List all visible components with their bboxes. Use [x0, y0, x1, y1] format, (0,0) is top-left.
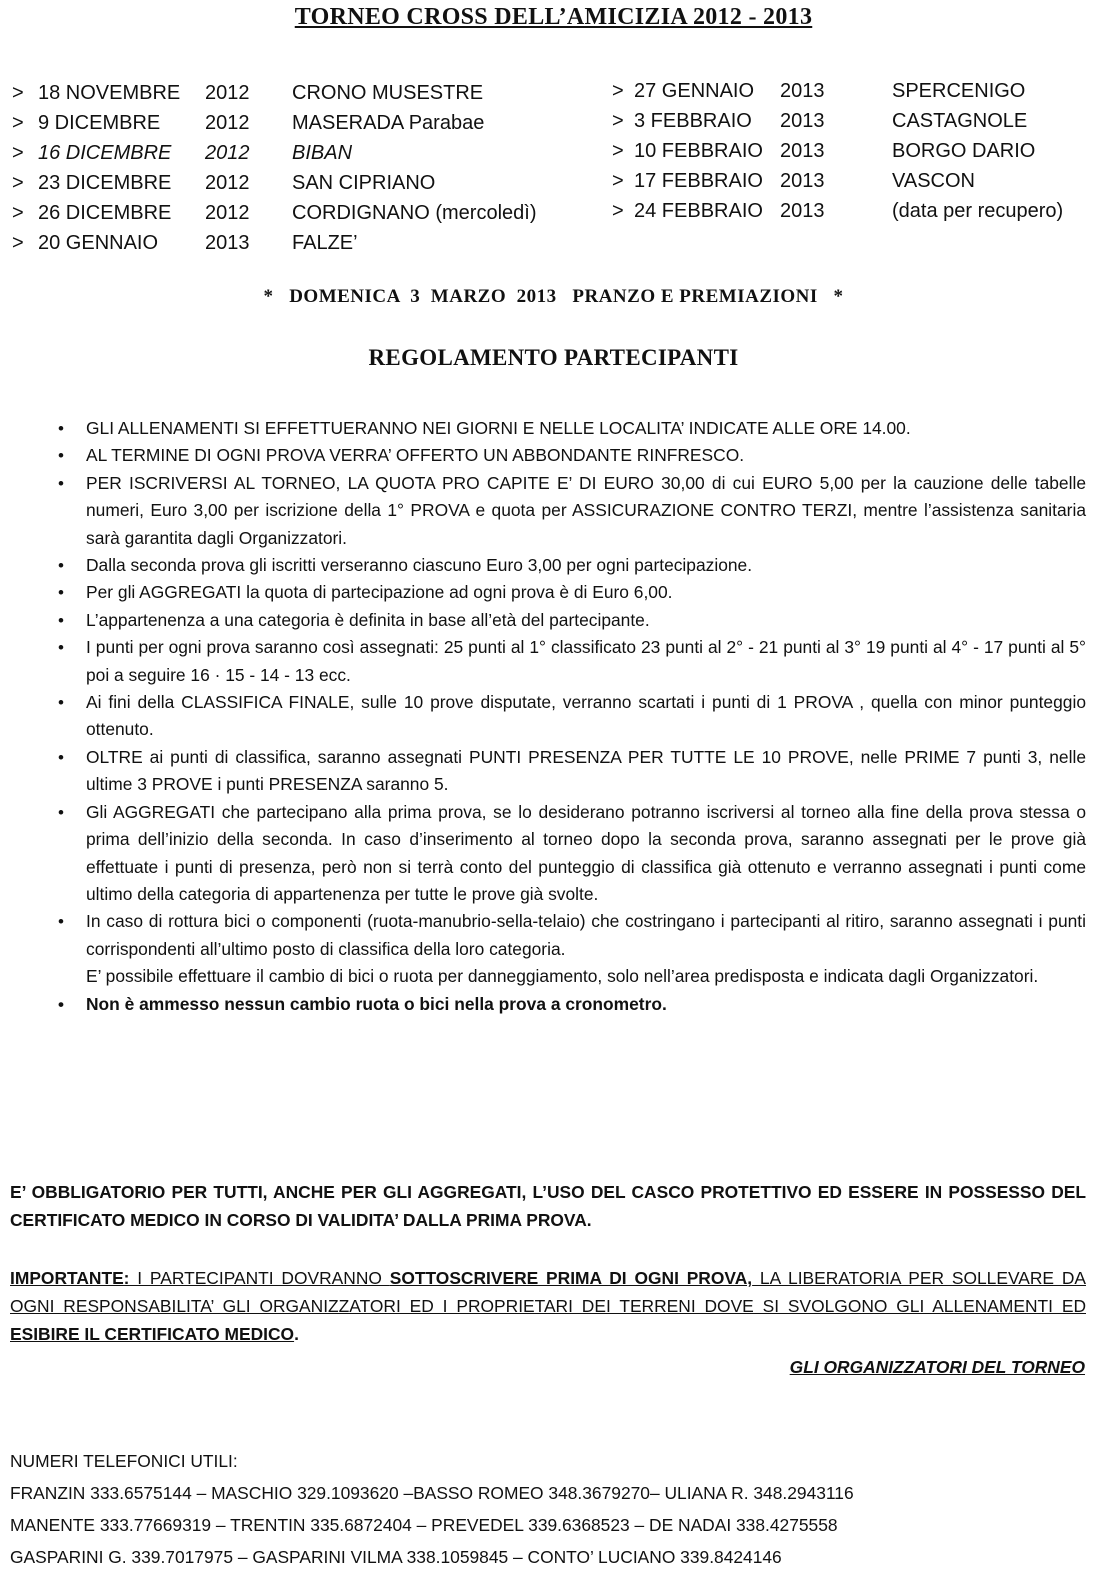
schedule-row — [12, 198, 572, 228]
rule-extra-text: E’ possibile effettuare il cambio di bici o ruota per danneggiamento, solo nell’area predisposta e indicata dagli Organizzatori. — [86, 966, 1039, 987]
schedule-marker: > — [612, 140, 624, 162]
phones-line: MANENTE 333.77669319 – TRENTIN 335.6872404 – PREVEDEL 339.6368523 – DE NADAI 338.4275558 — [10, 1515, 838, 1535]
schedule-date: 26 DICEMBRE — [38, 202, 172, 224]
schedule-place: CORDIGNANO (mercoledì) — [292, 202, 537, 224]
schedule-place: BIBAN — [292, 142, 353, 164]
schedule-row — [612, 166, 1092, 196]
rule-text: Dalla seconda prova gli iscritti verseranno ciascuno Euro 3,00 per ogni partecipazione. — [86, 555, 753, 576]
important-notice — [10, 1264, 1086, 1348]
rule-item — [58, 634, 1086, 689]
rule-item — [58, 799, 1086, 909]
schedule-marker: > — [12, 112, 24, 134]
schedule-year: 2013 — [780, 80, 825, 102]
schedule-date: 16 DICEMBRE — [38, 142, 172, 164]
schedule-year: 2012 — [205, 82, 250, 104]
schedule-year: 2013 — [780, 170, 825, 192]
schedule-year: 2012 — [205, 142, 250, 164]
rule-item — [58, 689, 1086, 744]
important-text-2: SOTTOSCRIVERE PRIMA DI OGNI PROVA, — [389, 1268, 753, 1288]
rule-text: GLI ALLENAMENTI SI EFFETTUERANNO NEI GIORNI E NELLE LOCALITA’ INDICATE ALLE ORE 14.00. — [86, 418, 911, 438]
document-title: TORNEO CROSS DELL’AMICIZIA 2012 - 2013 — [294, 4, 813, 30]
schedule-place: SAN CIPRIANO — [292, 172, 436, 194]
schedule-date: 27 GENNAIO — [634, 80, 755, 102]
important-text-5: . — [294, 1324, 299, 1344]
awards-banner: * DOMENICA 3 MARZO 2013 PRANZO E PREMIAZIONI * — [263, 286, 844, 307]
schedule-date: 9 DICEMBRE — [38, 112, 161, 134]
schedule-date: 10 FEBBRAIO — [634, 140, 763, 162]
rule-item — [58, 552, 1086, 579]
schedule-date: 18 NOVEMBRE — [38, 82, 181, 104]
important-text-1: I PARTECIPANTI DOVRANNO — [129, 1268, 390, 1288]
rule-item — [58, 607, 1086, 634]
rule-text: OLTRE ai punti di classifica, saranno assegnati PUNTI PRESENZA PER TUTTE LE 10 PROVE, nelle PRIME 7 punti 3, nelle ultime 3 PROVE i punti PRESENZA saranno 5. — [86, 746, 1086, 795]
schedule-date: 17 FEBBRAIO — [634, 170, 763, 192]
schedule-row — [612, 76, 1092, 106]
schedule-marker: > — [612, 80, 624, 102]
rule-item — [58, 908, 1086, 990]
phones-line: GASPARINI G. 339.7017975 – GASPARINI VILMA 338.1059845 – CONTO’ LUCIANO 339.8424146 — [10, 1547, 782, 1567]
schedule-year: 2013 — [205, 232, 250, 254]
rule-text: Gli AGGREGATI che partecipano alla prima prova, se lo desiderano potranno iscriversi al torneo alla fine della prova stessa o prima dell’inizio della seconda. In caso d’inserimento al torneo dopo la seconda prova, saranno assegnati per le prove già effettuate i punti di presenza, però non si terrà conto del punteggio di classifica già ottenuto e verranno assegnati i punti come ultimo della categoria di appartenenza per tutte le prove già svolte. — [86, 801, 1086, 904]
schedule-place: VASCON — [892, 170, 975, 192]
schedule-row — [12, 168, 572, 198]
schedule-place: BORGO DARIO — [892, 140, 1036, 162]
schedule-place: CASTAGNOLE — [892, 110, 1028, 132]
schedule-marker: > — [12, 202, 24, 224]
important-text-3: LA LIBERATORIA PER SOLLEVARE DA OGNI RESPONSABILITA’ GLI ORGANIZZATORI ED I PROPRIETARI DEI TERRENI DOVE SI SVOLGONO GLI ALLENAMENTI ED — [10, 1268, 1086, 1316]
schedule-year: 2012 — [205, 112, 250, 134]
schedule-marker: > — [612, 110, 624, 132]
rule-text: I punti per ogni prova saranno così assegnati: 25 punti al 1° classificato 23 punti al 2° - 21 punti al 3° 19 punti al 4° - 17 punti al 5° poi a seguire 16 · 15 - 14 - 13 ecc. — [86, 637, 1086, 685]
schedule-row — [12, 228, 572, 258]
schedule-date: 3 FEBBRAIO — [634, 110, 752, 132]
rule-item — [58, 991, 1086, 1018]
schedule-date: 20 GENNAIO — [38, 232, 159, 254]
schedule-date: 24 FEBBRAIO — [634, 200, 763, 222]
rule-text: Non è ammesso nessun cambio ruota o bici nella prova a cronometro. — [86, 993, 667, 1014]
rules-list — [58, 415, 1086, 1018]
rule-text: Ai fini della CLASSIFICA FINALE, sulle 10 prove disputate, verranno scartati i punti di 1 PROVA , quella con minor punteggio ottenuto. — [86, 692, 1086, 740]
schedule-year: 2013 — [780, 110, 825, 132]
important-label: IMPORTANTE: — [10, 1268, 130, 1288]
rule-item — [58, 415, 1086, 442]
rule-item — [58, 579, 1086, 606]
schedule-row — [612, 196, 1092, 226]
phones-line: FRANZIN 333.6575144 – MASCHIO 329.1093620 –BASSO ROMEO 348.3679270– ULIANA R. 348.2943116 — [10, 1483, 854, 1503]
rules-heading: REGOLAMENTO PARTECIPANTI — [368, 345, 739, 370]
rule-item — [58, 744, 1086, 799]
schedule-year: 2013 — [780, 200, 825, 222]
schedule-place: SPERCENIGO — [892, 80, 1026, 102]
schedule-marker: > — [12, 232, 24, 254]
schedule-year: 2012 — [205, 202, 250, 224]
schedule-marker: > — [12, 142, 24, 164]
schedule-row — [12, 108, 572, 138]
important-text-4: ESIBIRE IL CERTIFICATO MEDICO — [10, 1324, 295, 1344]
schedule-row — [12, 138, 572, 168]
schedule-year: 2012 — [205, 172, 250, 194]
schedule-left — [12, 78, 572, 258]
obligation-notice: E’ OBBLIGATORIO PER TUTTI, ANCHE PER GLI AGGREGATI, L’USO DEL CASCO PROTETTIVO ED ESSERE IN POSSESSO DEL CERTIFICATO MEDICO IN CORSO DI VALIDITA’ DALLA PRIMA PROVA. — [10, 1182, 1086, 1230]
organizers-signature: GLI ORGANIZZATORI DEL TORNEO — [789, 1357, 1085, 1377]
schedule-place: MASERADA Parabae — [292, 112, 485, 134]
schedule-marker: > — [12, 82, 24, 104]
rule-text: In caso di rottura bici o componenti (ruota-manubrio-sella-telaio) che costringano i partecipanti al ritiro, saranno assegnati i punti corrispondenti all’ultimo posto di classifica della loro categoria. — [86, 911, 1086, 959]
rule-text: Per gli AGGREGATI la quota di partecipazione ad ogni prova è di Euro 6,00. — [86, 582, 673, 603]
rule-item — [58, 470, 1086, 552]
schedule-marker: > — [612, 170, 624, 192]
schedule-row — [612, 136, 1092, 166]
rule-text: PER ISCRIVERSI AL TORNEO, LA QUOTA PRO CAPITE E’ DI EURO 30,00 di cui EURO 5,00 per la cauzione delle tabelle numeri, Euro 3,00 per iscrizione della 1° PROVA e quota per ASSICURAZIONE CONTRO TERZI, mentre l’assistenza sanitaria sarà garantita dagli Organizzatori. — [86, 472, 1086, 548]
schedule-place: (data per recupero) — [892, 200, 1064, 222]
schedule-marker: > — [612, 200, 624, 222]
schedule-place: CRONO MUSESTRE — [292, 82, 484, 104]
phones-heading: NUMERI TELEFONICI UTILI: — [10, 1451, 238, 1471]
schedule-date: 23 DICEMBRE — [38, 172, 172, 194]
schedule-right — [612, 76, 1092, 226]
phone-numbers — [10, 1445, 1090, 1573]
schedule-marker: > — [12, 172, 24, 194]
rule-text: L’appartenenza a una categoria è definita in base all’età del partecipante. — [86, 609, 650, 630]
rule-text: AL TERMINE DI OGNI PROVA VERRA’ OFFERTO UN ABBONDANTE RINFRESCO. — [86, 445, 745, 466]
schedule-row — [612, 106, 1092, 136]
schedule-place: FALZE’ — [292, 232, 358, 254]
schedule-row — [12, 78, 572, 108]
schedule-year: 2013 — [780, 140, 825, 162]
rule-item — [58, 442, 1086, 469]
